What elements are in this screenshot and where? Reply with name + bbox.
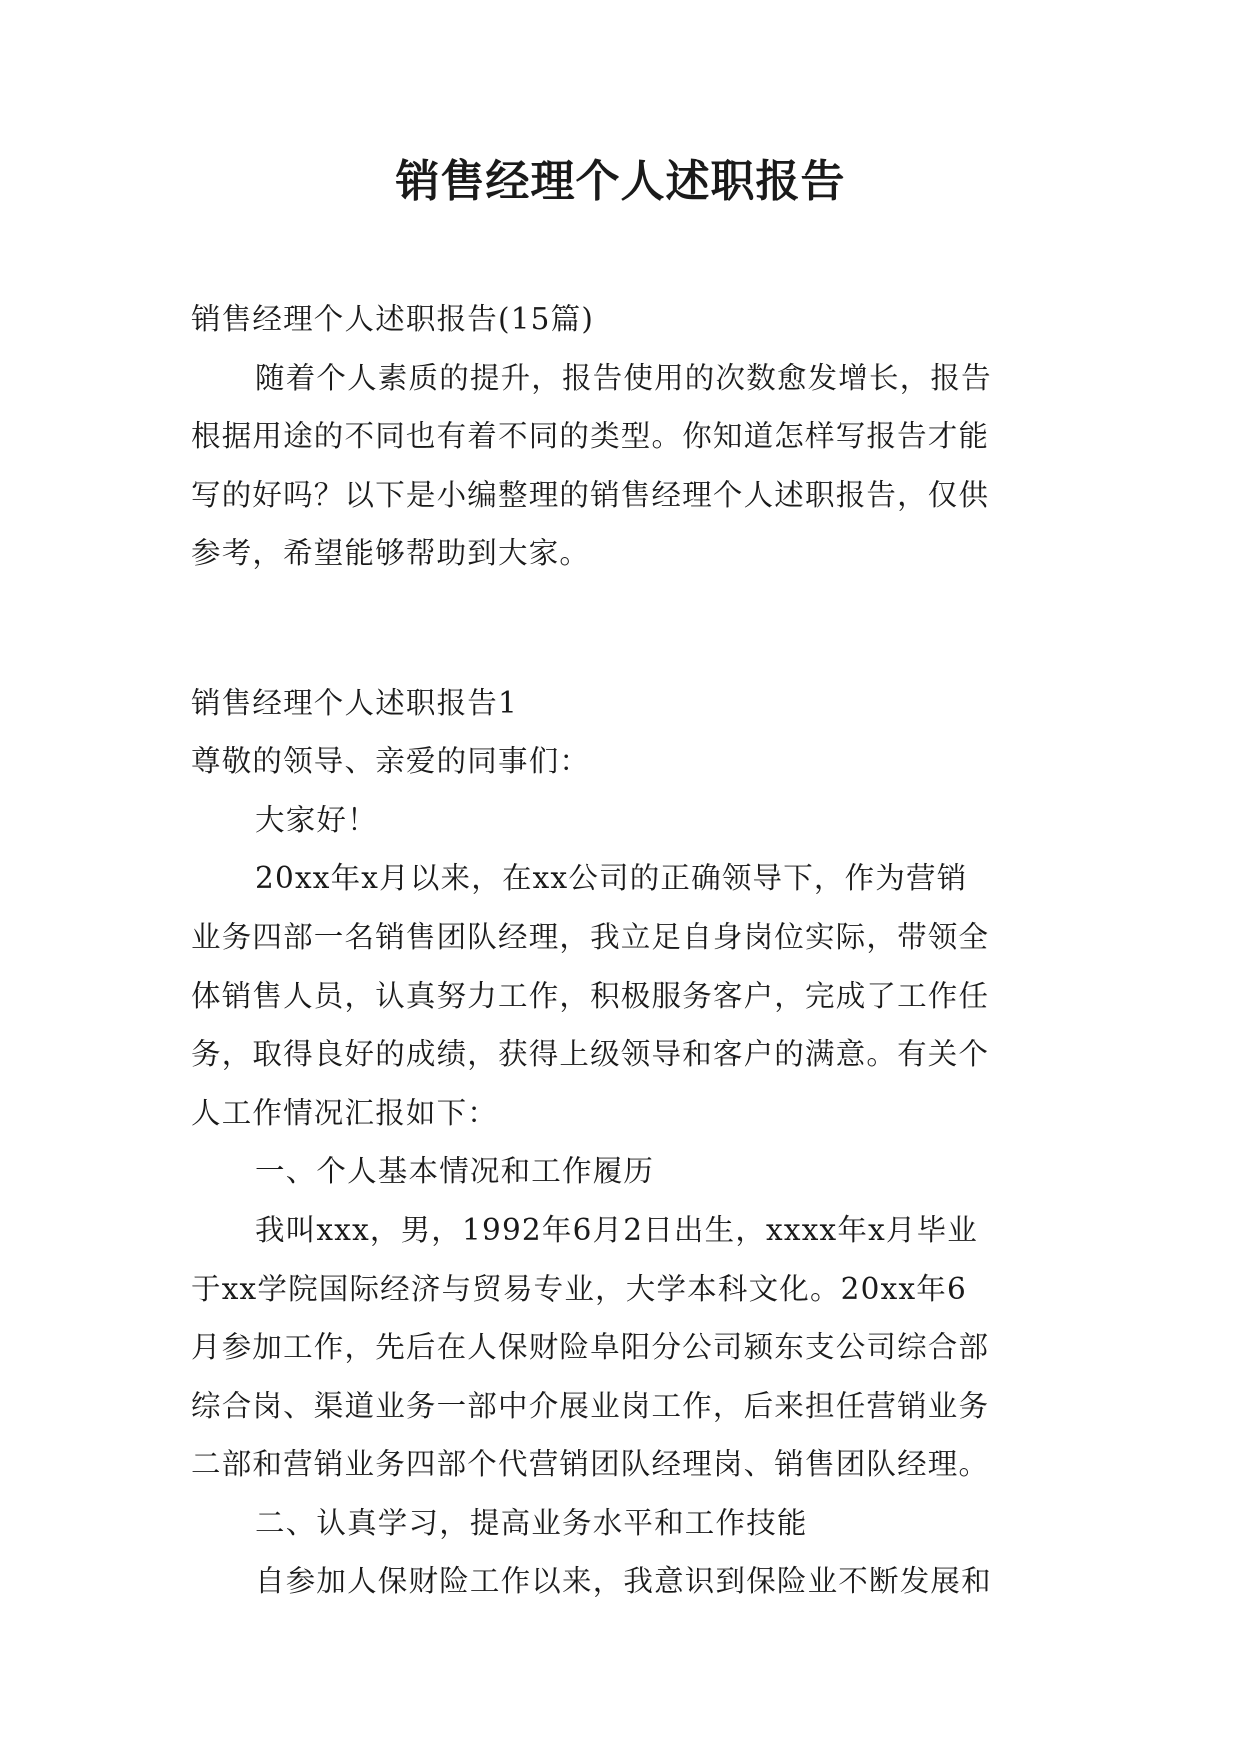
text-line: 一、个人基本情况和工作履历 xyxy=(255,1154,655,1189)
text-line: 自参加人保财险工作以来，我意识到保险业不断发展和 xyxy=(255,1564,992,1599)
text-line: 大家好！ xyxy=(255,802,378,837)
text-line: 综合岗、渠道业务一部中介展业岗工作，后来担任营销业务 xyxy=(191,1388,990,1423)
blank-line xyxy=(191,599,1071,658)
text-line: 销售经理个人述职报告1 xyxy=(191,685,518,720)
text-line: 20xx年x月以来，在xx公司的正确领导下，作为营销 xyxy=(255,861,968,896)
text-line: 销售经理个人述职报告(15篇) xyxy=(191,302,595,336)
text-line: 体销售人员，认真努力工作，积极服务客户，完成了工作任 xyxy=(191,978,990,1013)
text-line: 二、认真学习，提高业务水平和工作技能 xyxy=(255,1505,808,1540)
text-line: 根据用途的不同也有着不同的类型。你知道怎样写报告才能 xyxy=(191,419,990,454)
text-line: 尊敬的领导、亲爱的同事们： xyxy=(191,744,591,779)
text-line: 参考，希望能够帮助到大家。 xyxy=(191,536,591,571)
text-line: 人工作情况汇报如下： xyxy=(191,1095,499,1130)
text-line: 务，取得良好的成绩，获得上级领导和客户的满意。有关个 xyxy=(191,1037,990,1072)
text-line: 写的好吗？以下是小编整理的销售经理个人述职报告，仅供 xyxy=(191,477,990,512)
text-line: 月参加工作，先后在人保财险阜阳分公司颍东支公司综合部 xyxy=(191,1330,990,1365)
text-line: 于xx学院国际经济与贸易专业，大学本科文化。20xx年6 xyxy=(191,1271,967,1306)
text-line: 我叫xxx，男，1992年6月2日出生，xxxx年x月毕业 xyxy=(255,1212,979,1247)
text-line: 二部和营销业务四部个代营销团队经理岗、销售团队经理。 xyxy=(191,1447,990,1482)
document-title: 销售经理个人述职报告 xyxy=(395,156,846,207)
text-line: 业务四部一名销售团队经理，我立足自身岗位实际，带领全 xyxy=(191,919,990,954)
text-line: 随着个人素质的提升，报告使用的次数愈发增长，报告 xyxy=(255,360,992,395)
document-body xyxy=(191,290,1071,1611)
